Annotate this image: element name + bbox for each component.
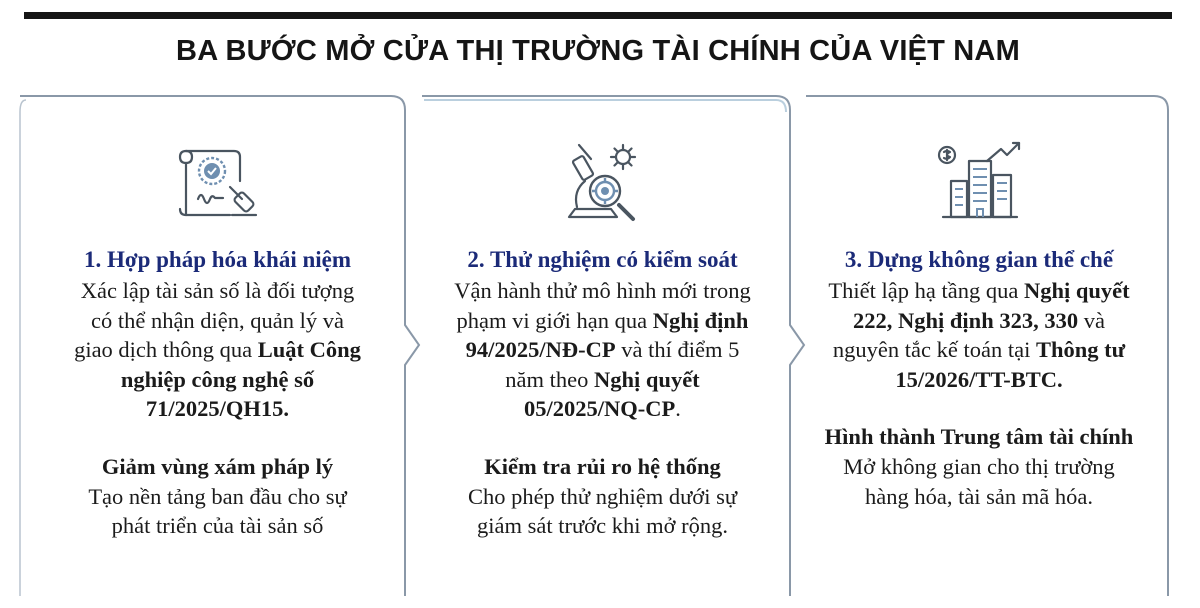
description-line — [74, 394, 361, 424]
description-line: phát triển của tài sản số — [111, 513, 324, 538]
emphasized-reference: Nghị quyết — [1023, 278, 1130, 303]
description-line — [828, 306, 1129, 336]
emphasized-reference: 222, Nghị định 323, 330 — [853, 307, 1079, 333]
description-line — [74, 365, 361, 395]
description-line — [828, 276, 1129, 306]
step-card-3 — [810, 118, 1148, 588]
description-line: hàng hóa, tài sản mã hóa. — [864, 483, 1094, 509]
description-line — [454, 306, 751, 336]
step-outcome-title: Hình thành Trung tâm tài chính — [824, 424, 1134, 449]
description-line — [828, 335, 1129, 365]
text-segment: nguyên tắc kế toán tại — [832, 337, 1036, 362]
text-segment: có thể nhận diện, quản lý và — [90, 307, 345, 333]
step-outcome-description — [843, 452, 1115, 511]
description-line — [74, 306, 361, 336]
description-line: giám sát trước khi mở rộng. — [477, 513, 728, 538]
text-segment: Vận hành thử mô hình mới trong — [454, 278, 751, 303]
text-segment: và — [1078, 307, 1105, 333]
description-line: Tạo nền tảng ban đầu cho sự — [88, 483, 347, 509]
step-card-1 — [40, 118, 395, 588]
step-outcome-title: Kiểm tra rủi ro hệ thống — [484, 453, 721, 479]
text-segment: phạm vi giới hạn qua — [456, 307, 653, 333]
step-outcome-title: Giảm vùng xám pháp lý — [101, 453, 334, 479]
description-line — [454, 394, 751, 424]
step-title: 1. Hợp pháp hóa khái niệm — [83, 247, 352, 272]
emphasized-reference: Nghị quyết — [594, 366, 700, 392]
text-segment: Xác lập tài sản số là đối tượng — [80, 278, 355, 303]
page-title: BA BƯỚC MỞ CỬA THỊ TRƯỜNG TÀI CHÍNH CỦA VIỆT NAM — [176, 35, 1020, 67]
text-segment: và thí điểm 5 — [615, 337, 740, 362]
text-segment: . — [675, 396, 681, 421]
description-line — [74, 276, 361, 306]
description-line: Mở không gian cho thị trường — [843, 454, 1115, 479]
step-description — [828, 276, 1129, 394]
description-line: Cho phép thử nghiệm dưới sự — [467, 483, 738, 509]
city-buildings-growth-icon — [933, 135, 1025, 227]
emphasized-reference: Luật Công — [257, 337, 361, 362]
description-line — [454, 276, 751, 306]
emphasized-reference: 71/2025/QH15. — [145, 396, 290, 421]
step-card-2 — [425, 118, 780, 588]
emphasized-reference: 05/2025/NQ-CP — [524, 396, 676, 421]
emphasized-reference: 94/2025/NĐ-CP — [465, 337, 616, 362]
step-description — [454, 276, 751, 424]
emphasized-reference: Thông tư — [1035, 337, 1126, 362]
frame-step-1-left — [20, 100, 26, 596]
description-line — [74, 335, 361, 365]
step-title: 2. Thử nghiệm có kiểm soát — [467, 247, 738, 272]
emphasized-reference: nghiệp công nghệ số — [120, 366, 315, 392]
step-outcome-description — [468, 482, 737, 541]
legal-certificate-stamp-icon — [172, 135, 264, 227]
text-segment: giao dịch thông qua — [74, 337, 258, 362]
microscope-gears-icon — [557, 135, 649, 227]
step-title: 3. Dựng không gian thể chế — [844, 247, 1114, 272]
frame-step-2-highlight — [424, 100, 786, 112]
emphasized-reference: Nghị định — [652, 307, 749, 333]
emphasized-reference: 15/2026/TT-BTC. — [895, 366, 1063, 392]
description-line — [454, 365, 751, 395]
text-segment: năm theo — [505, 366, 595, 392]
step-outcome-description — [88, 482, 346, 541]
description-line — [454, 335, 751, 365]
text-segment: Thiết lập hạ tầng qua — [828, 278, 1024, 303]
description-line — [828, 365, 1129, 395]
step-description — [74, 276, 361, 424]
